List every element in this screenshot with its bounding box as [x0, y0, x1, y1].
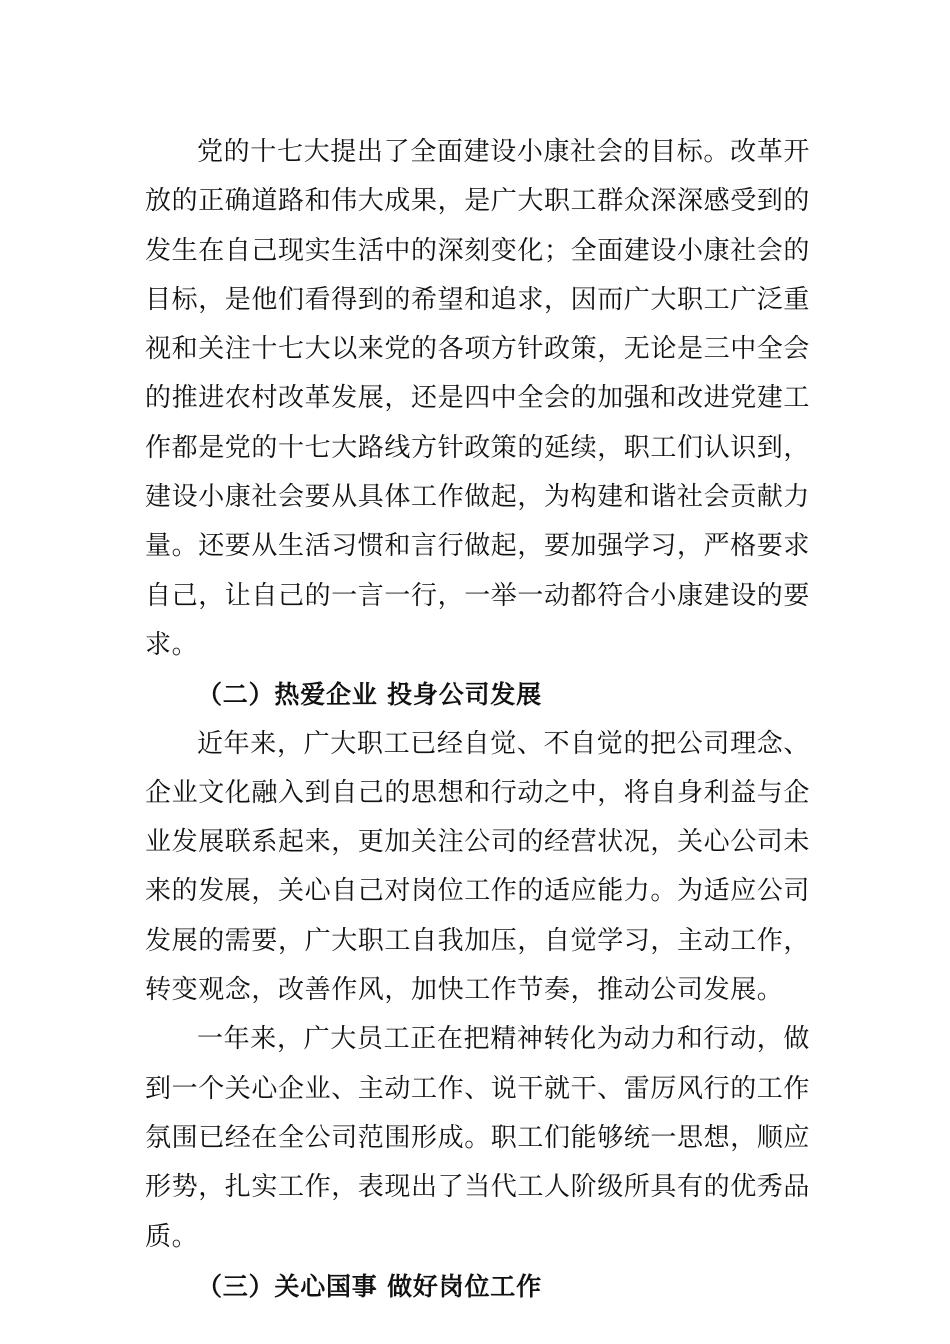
paragraph-workers-integration: 近年来，广大职工已经自觉、不自觉的把公司理念、企业文化融入到自己的思想和行动之中，将自身利益与企业发展联系起来，更加关注公司的经营状况，关心公司未来的发展，关心自己对岗位工作的适应能力。为适应公司发展的需要，广大职工自我加压，自觉学习，主动工作，转变观念，改善作风，加快工作节奏，推动公司发展。	[145, 728, 811, 1006]
section-heading-love-enterprise: （二）热爱企业 投身公司发展	[197, 680, 542, 710]
document-body	[145, 128, 810, 1311]
paragraph-year-review: 一年来，广大员工正在把精神转化为动力和行动，做到一个关心企业、主动工作、说干就干、雷厉风行的工作氛围已经在全公司范围形成。职工们能够统一思想，顺应形势，扎实工作，表现出了当代工人阶级所具有的优秀品质。	[145, 1024, 811, 1252]
paragraph-party-congress-goal: 党的十七大提出了全面建设小康社会的目标。改革开放的正确道路和伟大成果，是广大职工群众深深感受到的发生在自己现实生活中的深刻变化；全面建设小康社会的目标，是他们看得到的希望和追求，因而广大职工广泛重视和关注十七大以来党的各项方针政策，无论是三中全会的推进农村改革发展，还是四中全会的加强和改进党建工作都是党的十七大路线方针政策的延续，职工们认识到，建设小康社会要从具体工作做起，为构建和谐社会贡献力量。还要从生活习惯和言行做起，要加强学习，严格要求自己，让自己的一言一行，一举一动都符合小康建设的要求。	[145, 137, 811, 660]
section-heading-care-national-affairs: （三）关心国事 做好岗位工作	[197, 1271, 542, 1301]
